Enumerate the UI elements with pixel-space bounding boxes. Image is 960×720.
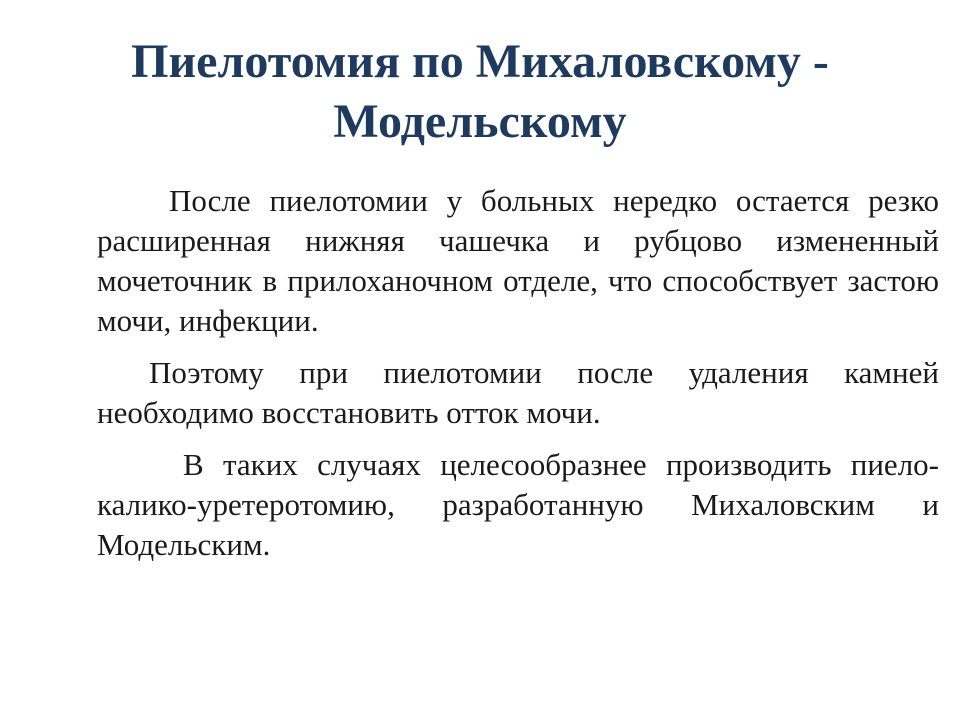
slide-body bbox=[97, 181, 939, 565]
slide-title bbox=[40, 32, 920, 152]
slide-title-line-2: Модельскому bbox=[333, 95, 627, 148]
paragraph-1: После пиелотомии у больных нередко остается резко расширенная нижняя чашечка и рубцово измененный мочеточник в прилоханочном отделе, что способствует застою мочи, инфекции. bbox=[97, 183, 939, 338]
paragraph-3: В таких случаях целесообразнее производить пиело-калико-уретеротомию, разработанную Михаловским и Модельским. bbox=[97, 447, 939, 562]
paragraph-2: Поэтому при пиелотомии после удаления камней необходимо восстановить отток мочи. bbox=[97, 355, 939, 430]
slide-title-line-1: Пиелотомия по Михаловскому - bbox=[131, 35, 829, 88]
